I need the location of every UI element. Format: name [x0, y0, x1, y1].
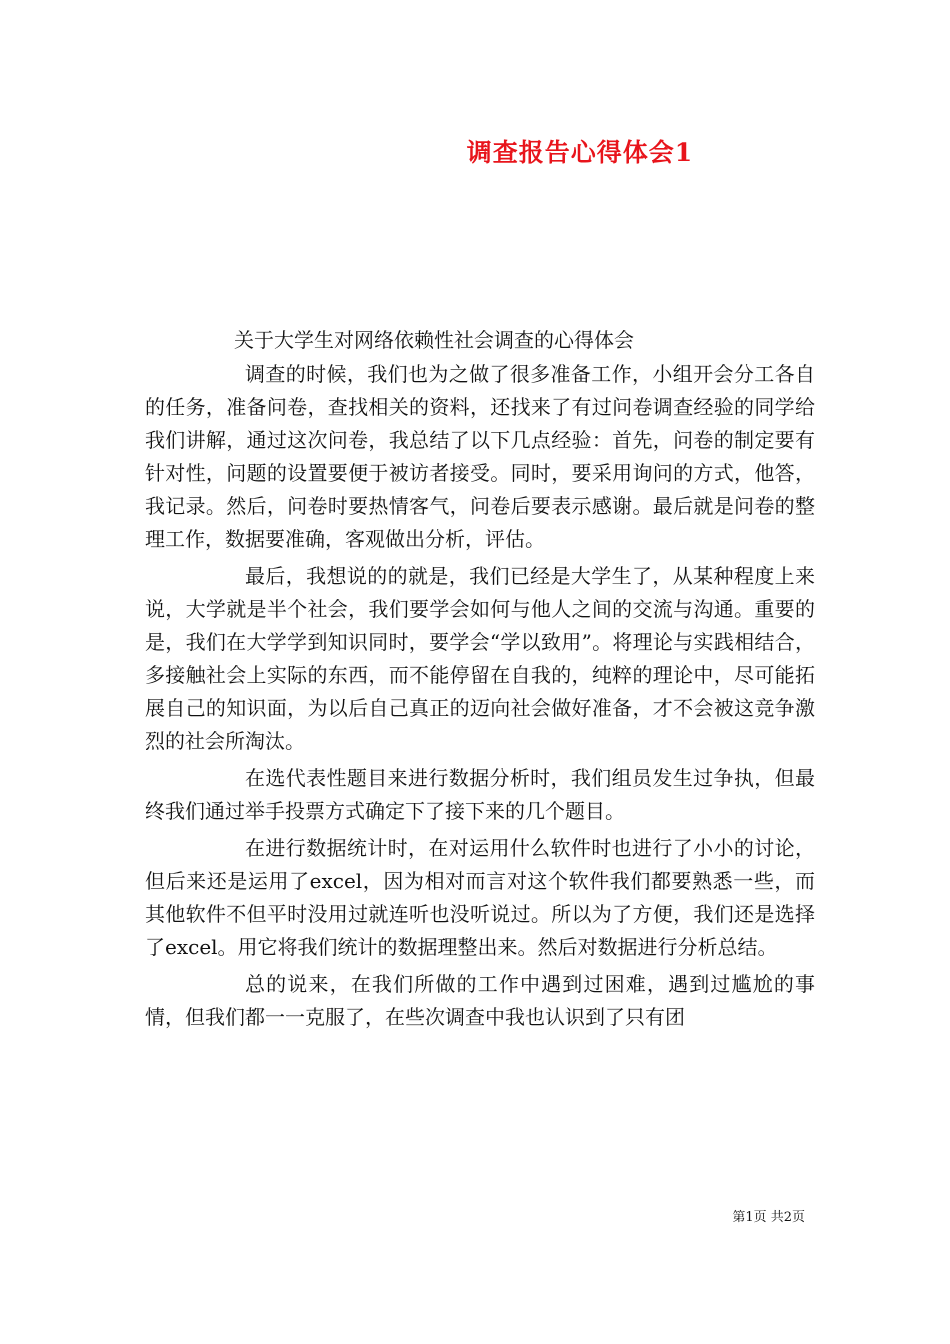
document-body	[145, 358, 815, 1038]
paragraph-5: 总的说来，在我们所做的工作中遇到过困难，遇到过尴尬的事情，但我们都一一克服了，在些次调查中我也认识到了只有团	[145, 972, 815, 1029]
document-subtitle: 关于大学生对网络依赖性社会调查的心得体会	[234, 328, 634, 352]
paragraph-4: 在进行数据统计时，在对运用什么软件时也进行了小小的讨论，但后来还是运用了excel，因为相对而言对这个软件我们都要熟悉一些，而其他软件不但平时没用过就连听也没听说过。所以为了方便，我们还是选择了excel。用它将我们统计的数据理整出来。然后对数据进行分析总结。	[145, 836, 815, 959]
paragraph-1: 调查的时候，我们也为之做了很多准备工作，小组开会分工各自的任务，准备问卷，查找相关的资料，还找来了有过问卷调查经验的同学给我们讲解，通过这次问卷，我总结了以下几点经验：首先，问卷的制定要有针对性，问题的设置要便于被访者接受。同时，要采用询问的方式，他答，我记录。然后，问卷时要热情客气，问卷后要表示感谢。最后就是问卷的整理工作，数据要准确，客观做出分析，评估。	[145, 362, 815, 551]
paragraph-3: 在选代表性题目来进行数据分析时，我们组员发生过争执，但最终我们通过举手投票方式确定下了接下来的几个题目。	[145, 766, 815, 823]
page-number: 第1页 共2页	[732, 1210, 805, 1225]
paragraph-2: 最后，我想说的的就是，我们已经是大学生了，从某种程度上来说，大学就是半个社会，我们要学会如何与他人之间的交流与沟通。重要的是，我们在大学学到知识同时，要学会“学以致用”。将理论与实践相结合，多接触社会上实际的东西，而不能停留在自我的，纯粹的理论中，尽可能拓展自己的知识面，为以后自己真正的迈向社会做好准备，才不会被这竞争激烈的社会所淘汰。	[145, 564, 815, 753]
document-title: 调查报告心得体会1	[466, 138, 694, 167]
